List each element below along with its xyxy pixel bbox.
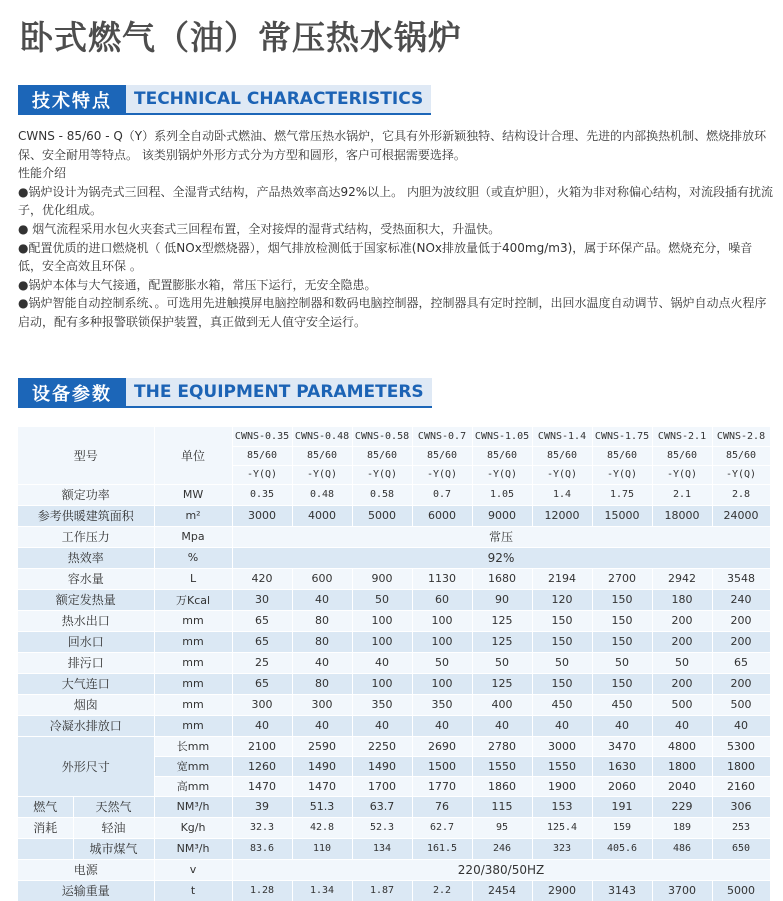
param-value: 1.4 (532, 484, 592, 505)
param-label: 热效率 (18, 547, 154, 568)
param-value: 2194 (532, 568, 592, 589)
param-value: 200 (712, 673, 770, 694)
param-label: 参考供暖建筑面积 (18, 505, 154, 526)
param-value: 40 (592, 715, 652, 736)
table-row (18, 526, 770, 547)
param-value: 1130 (412, 568, 472, 589)
param-value: 1490 (352, 756, 412, 776)
fuel-label: 燃气 (18, 796, 73, 817)
unit-label: 单位 (154, 427, 232, 484)
param-value: 161.5 (412, 838, 472, 859)
param-unit: Mpa (154, 526, 232, 547)
param-value: 1.87 (352, 880, 412, 901)
param-value: 1800 (652, 756, 712, 776)
param-value: 0.35 (232, 484, 292, 505)
param-value: 90 (472, 589, 532, 610)
param-value: 200 (652, 631, 712, 652)
param-value: 62.7 (412, 817, 472, 838)
param-unit: mm (154, 652, 232, 673)
param-value: 153 (532, 796, 592, 817)
param-value: 420 (232, 568, 292, 589)
param-value: 40 (532, 715, 592, 736)
model-cell: CWNS-1.05 (472, 427, 532, 446)
param-value: 9000 (472, 505, 532, 526)
param-value: 80 (292, 673, 352, 694)
param-value: 600 (292, 568, 352, 589)
table-row (18, 631, 770, 652)
model-cell: 85/60 (652, 446, 712, 465)
param-value: 253 (712, 817, 770, 838)
param-value: 150 (592, 673, 652, 694)
param-value: 65 (712, 652, 770, 673)
param-value: 200 (652, 673, 712, 694)
param-value: 40 (292, 589, 352, 610)
intro-subtitle: 性能介绍 (18, 166, 67, 181)
param-value: 2780 (472, 736, 532, 756)
param-value: 65 (232, 610, 292, 631)
param-label: 大气连口 (18, 673, 154, 694)
feature-item: ●锅炉智能自动控制系统、。可选用先进触摸屏电脑控制器和数码电脑控制器，控制器具有定时控制，出回水温度自动调节、锅炉自动点火程序启动，配有多种报警联锁保护装置，真正做到无人值守安全运行。 (18, 296, 767, 329)
param-value: 1500 (412, 756, 472, 776)
param-value: 常压 (232, 526, 770, 547)
param-value: 50 (592, 652, 652, 673)
param-label: 电源 (18, 859, 154, 880)
dims-label: 外形尺寸 (18, 736, 154, 796)
section-header-parameters (18, 378, 432, 408)
param-value: 40 (292, 715, 352, 736)
param-value: 5000 (352, 505, 412, 526)
param-unit: mm (154, 694, 232, 715)
param-unit: mm (154, 715, 232, 736)
param-value: 3700 (652, 880, 712, 901)
param-value: 1860 (472, 776, 532, 796)
model-cell: CWNS-0.35 (232, 427, 292, 446)
param-label: 排污口 (18, 652, 154, 673)
parameters-table (18, 427, 771, 901)
param-value: 80 (292, 631, 352, 652)
intro-text (18, 127, 773, 332)
param-value: 200 (712, 610, 770, 631)
param-value: 80 (292, 610, 352, 631)
model-cell: -Y(Q) (472, 465, 532, 484)
param-value: 2060 (592, 776, 652, 796)
param-value: 405.6 (592, 838, 652, 859)
param-unit: mm (154, 631, 232, 652)
table-row (18, 568, 770, 589)
param-value: 134 (352, 838, 412, 859)
section-title-cn: 设备参数 (18, 378, 126, 408)
param-unit: 宽mm (154, 756, 232, 776)
param-value: 51.3 (292, 796, 352, 817)
param-value: 1470 (232, 776, 292, 796)
param-value: 42.8 (292, 817, 352, 838)
param-label: 额定发热量 (18, 589, 154, 610)
param-label: 回水口 (18, 631, 154, 652)
fuel-label-blank (18, 838, 73, 859)
param-unit: mm (154, 610, 232, 631)
param-value: 2040 (652, 776, 712, 796)
model-cell: CWNS-2.8 (712, 427, 770, 446)
param-value: 25 (232, 652, 292, 673)
model-cell: -Y(Q) (532, 465, 592, 484)
param-value: 92% (232, 547, 770, 568)
param-value: 1490 (292, 756, 352, 776)
param-value: 100 (412, 631, 472, 652)
section-title-en: THE EQUIPMENT PARAMETERS (126, 378, 432, 408)
param-value: 2250 (352, 736, 412, 756)
param-value: 1700 (352, 776, 412, 796)
param-value: 30 (232, 589, 292, 610)
table-row (18, 484, 770, 505)
param-value: 300 (232, 694, 292, 715)
param-value: 18000 (652, 505, 712, 526)
param-value: 125 (472, 631, 532, 652)
param-value: 120 (532, 589, 592, 610)
param-value: 2590 (292, 736, 352, 756)
page-title: 卧式燃气（油）常压热水锅炉 (20, 18, 462, 57)
param-label: 冷凝水排放口 (18, 715, 154, 736)
model-cell: 85/60 (532, 446, 592, 465)
section-header-technical (18, 85, 431, 115)
param-label: 额定功率 (18, 484, 154, 505)
model-cell: -Y(Q) (352, 465, 412, 484)
model-cell: 85/60 (292, 446, 352, 465)
param-value: 306 (712, 796, 770, 817)
param-value: 115 (472, 796, 532, 817)
param-value: 2100 (232, 736, 292, 756)
param-unit: MW (154, 484, 232, 505)
param-value: 1260 (232, 756, 292, 776)
fuel-type: 城市煤气 (73, 838, 154, 859)
model-cell: CWNS-2.1 (652, 427, 712, 446)
param-value: 1.34 (292, 880, 352, 901)
table-row (18, 610, 770, 631)
param-value: 3548 (712, 568, 770, 589)
param-label: 工作压力 (18, 526, 154, 547)
section-title-en: TECHNICAL CHARACTERISTICS (126, 85, 431, 115)
table-row (18, 547, 770, 568)
param-value: 125 (472, 673, 532, 694)
param-value: 125 (472, 610, 532, 631)
param-value: 1800 (712, 756, 770, 776)
table-row (18, 715, 770, 736)
model-cell: 85/60 (232, 446, 292, 465)
param-value: 191 (592, 796, 652, 817)
table-row (18, 589, 770, 610)
param-value: 5000 (712, 880, 770, 901)
param-value: 246 (472, 838, 532, 859)
param-value: 0.48 (292, 484, 352, 505)
param-value: 50 (412, 652, 472, 673)
param-value: 3143 (592, 880, 652, 901)
fuel-row (18, 838, 770, 859)
param-value: 0.7 (412, 484, 472, 505)
param-value: 100 (352, 610, 412, 631)
param-unit: t (154, 880, 232, 901)
param-value: 40 (652, 715, 712, 736)
param-unit: NM³/h (154, 838, 232, 859)
param-value: 200 (712, 631, 770, 652)
param-value: 229 (652, 796, 712, 817)
model-cell: -Y(Q) (232, 465, 292, 484)
model-cell: CWNS-1.75 (592, 427, 652, 446)
param-value: 60 (412, 589, 472, 610)
param-value: 2.2 (412, 880, 472, 901)
param-value: 50 (472, 652, 532, 673)
dims-row (18, 736, 770, 756)
param-unit: L (154, 568, 232, 589)
param-unit: 高mm (154, 776, 232, 796)
param-value: 76 (412, 796, 472, 817)
param-value: 1.75 (592, 484, 652, 505)
param-value: 3000 (532, 736, 592, 756)
model-cell: CWNS-0.48 (292, 427, 352, 446)
table-row (18, 652, 770, 673)
param-value: 1.28 (232, 880, 292, 901)
param-value: 1900 (532, 776, 592, 796)
param-unit: % (154, 547, 232, 568)
model-cell: -Y(Q) (412, 465, 472, 484)
param-value: 1770 (412, 776, 472, 796)
table-row (18, 505, 770, 526)
param-value: 40 (232, 715, 292, 736)
model-cell: 85/60 (472, 446, 532, 465)
param-unit: 万Kcal (154, 589, 232, 610)
param-value: 900 (352, 568, 412, 589)
feature-item: ● 烟气流程采用水包火夹套式三回程布置，全对接焊的湿背式结构，受热面积大，升温快。 (18, 221, 501, 236)
fuel-label: 消耗 (18, 817, 73, 838)
param-value: 500 (652, 694, 712, 715)
fuel-type: 轻油 (73, 817, 154, 838)
param-value: 1.05 (472, 484, 532, 505)
table-row (18, 859, 770, 880)
fuel-row (18, 817, 770, 838)
model-cell: -Y(Q) (592, 465, 652, 484)
param-value: 2690 (412, 736, 472, 756)
model-cell: -Y(Q) (652, 465, 712, 484)
param-value: 1550 (472, 756, 532, 776)
param-value: 0.58 (352, 484, 412, 505)
param-value: 486 (652, 838, 712, 859)
model-header-row (18, 427, 770, 446)
param-value: 500 (712, 694, 770, 715)
param-value: 32.3 (232, 817, 292, 838)
param-value: 159 (592, 817, 652, 838)
param-value: 110 (292, 838, 352, 859)
param-value: 100 (412, 610, 472, 631)
param-value: 150 (592, 589, 652, 610)
param-value: 4000 (292, 505, 352, 526)
param-value: 100 (412, 673, 472, 694)
param-value: 350 (352, 694, 412, 715)
param-value: 1550 (532, 756, 592, 776)
param-value: 400 (472, 694, 532, 715)
param-value: 15000 (592, 505, 652, 526)
model-cell: CWNS-0.7 (412, 427, 472, 446)
param-unit: mm (154, 673, 232, 694)
param-value: 1630 (592, 756, 652, 776)
model-cell: CWNS-0.58 (352, 427, 412, 446)
param-value: 3000 (232, 505, 292, 526)
model-cell: -Y(Q) (292, 465, 352, 484)
param-value: 150 (532, 610, 592, 631)
param-value: 2.1 (652, 484, 712, 505)
param-value: 2900 (532, 880, 592, 901)
param-value: 65 (232, 673, 292, 694)
param-value: 40 (412, 715, 472, 736)
param-value: 4800 (652, 736, 712, 756)
model-cell: 85/60 (412, 446, 472, 465)
param-value: 12000 (532, 505, 592, 526)
param-value: 150 (592, 610, 652, 631)
param-value: 150 (592, 631, 652, 652)
fuel-type: 天然气 (73, 796, 154, 817)
param-value: 323 (532, 838, 592, 859)
model-cell: -Y(Q) (712, 465, 770, 484)
param-value: 50 (652, 652, 712, 673)
param-label: 容水量 (18, 568, 154, 589)
param-value: 40 (352, 652, 412, 673)
model-cell: 85/60 (352, 446, 412, 465)
model-cell: CWNS-1.4 (532, 427, 592, 446)
param-unit: NM³/h (154, 796, 232, 817)
feature-item: ●锅炉本体与大气接通，配置膨胀水箱，常压下运行，无安全隐患。 (18, 277, 377, 292)
param-value: 2160 (712, 776, 770, 796)
table-row (18, 880, 770, 901)
param-value: 100 (352, 673, 412, 694)
table-row (18, 694, 770, 715)
feature-item: ●锅炉设计为锅壳式三回程、全湿背式结构，产品热效率高达92%以上。 内胆为波纹胆（或直炉胆），火箱为非对称偏心结构，对流段插有扰流子，优化组成。 (18, 184, 773, 218)
param-label: 运输重量 (18, 880, 154, 901)
param-value: 40 (472, 715, 532, 736)
param-label: 烟囱 (18, 694, 154, 715)
param-value: 1470 (292, 776, 352, 796)
param-value: 100 (352, 631, 412, 652)
param-value: 63.7 (352, 796, 412, 817)
section-title-cn: 技术特点 (18, 85, 126, 115)
param-value: 40 (292, 652, 352, 673)
model-cell: 85/60 (712, 446, 770, 465)
param-value: 95 (472, 817, 532, 838)
param-value: 2.8 (712, 484, 770, 505)
param-unit: Kg/h (154, 817, 232, 838)
param-value: 150 (532, 631, 592, 652)
param-value: 50 (352, 589, 412, 610)
model-label: 型号 (18, 427, 154, 484)
param-value: 200 (652, 610, 712, 631)
param-value: 65 (232, 631, 292, 652)
param-unit: m² (154, 505, 232, 526)
param-value: 6000 (412, 505, 472, 526)
param-value: 2942 (652, 568, 712, 589)
param-value: 189 (652, 817, 712, 838)
param-value: 40 (712, 715, 770, 736)
param-value: 50 (532, 652, 592, 673)
param-unit: 长mm (154, 736, 232, 756)
fuel-row (18, 796, 770, 817)
param-value: 40 (352, 715, 412, 736)
feature-item: ●配置优质的进口燃烧机（ 低NOx型燃烧器），烟气排放检测低于国家标准(NOx排放量低于400mg/m3)，属于环保产品。燃烧充分，噪音低，安全高效且环保 。 (18, 240, 753, 274)
param-value: 52.3 (352, 817, 412, 838)
param-label: 热水出口 (18, 610, 154, 631)
param-value: 450 (592, 694, 652, 715)
param-value: 240 (712, 589, 770, 610)
param-value: 1680 (472, 568, 532, 589)
table-row (18, 673, 770, 694)
param-value: 180 (652, 589, 712, 610)
param-value: 300 (292, 694, 352, 715)
param-value: 2700 (592, 568, 652, 589)
param-value: 39 (232, 796, 292, 817)
param-value: 650 (712, 838, 770, 859)
param-unit: v (154, 859, 232, 880)
model-cell: 85/60 (592, 446, 652, 465)
param-value: 83.6 (232, 838, 292, 859)
intro-paragraph: CWNS - 85/60 - Q（Y）系列全自动卧式燃油、燃气常压热水锅炉，它具有外形新颖独特、结构设计合理、先进的内部换热机制、燃烧排放环保、安全耐用等特点。 该类别锅炉外形方式分为方型和圆形，客户可根据需要选择。 (18, 129, 767, 162)
param-value: 350 (412, 694, 472, 715)
param-value: 5300 (712, 736, 770, 756)
param-value: 3470 (592, 736, 652, 756)
param-value: 450 (532, 694, 592, 715)
param-value: 2454 (472, 880, 532, 901)
param-value: 150 (532, 673, 592, 694)
param-value: 125.4 (532, 817, 592, 838)
param-value: 220/380/50HZ (232, 859, 770, 880)
param-value: 24000 (712, 505, 770, 526)
